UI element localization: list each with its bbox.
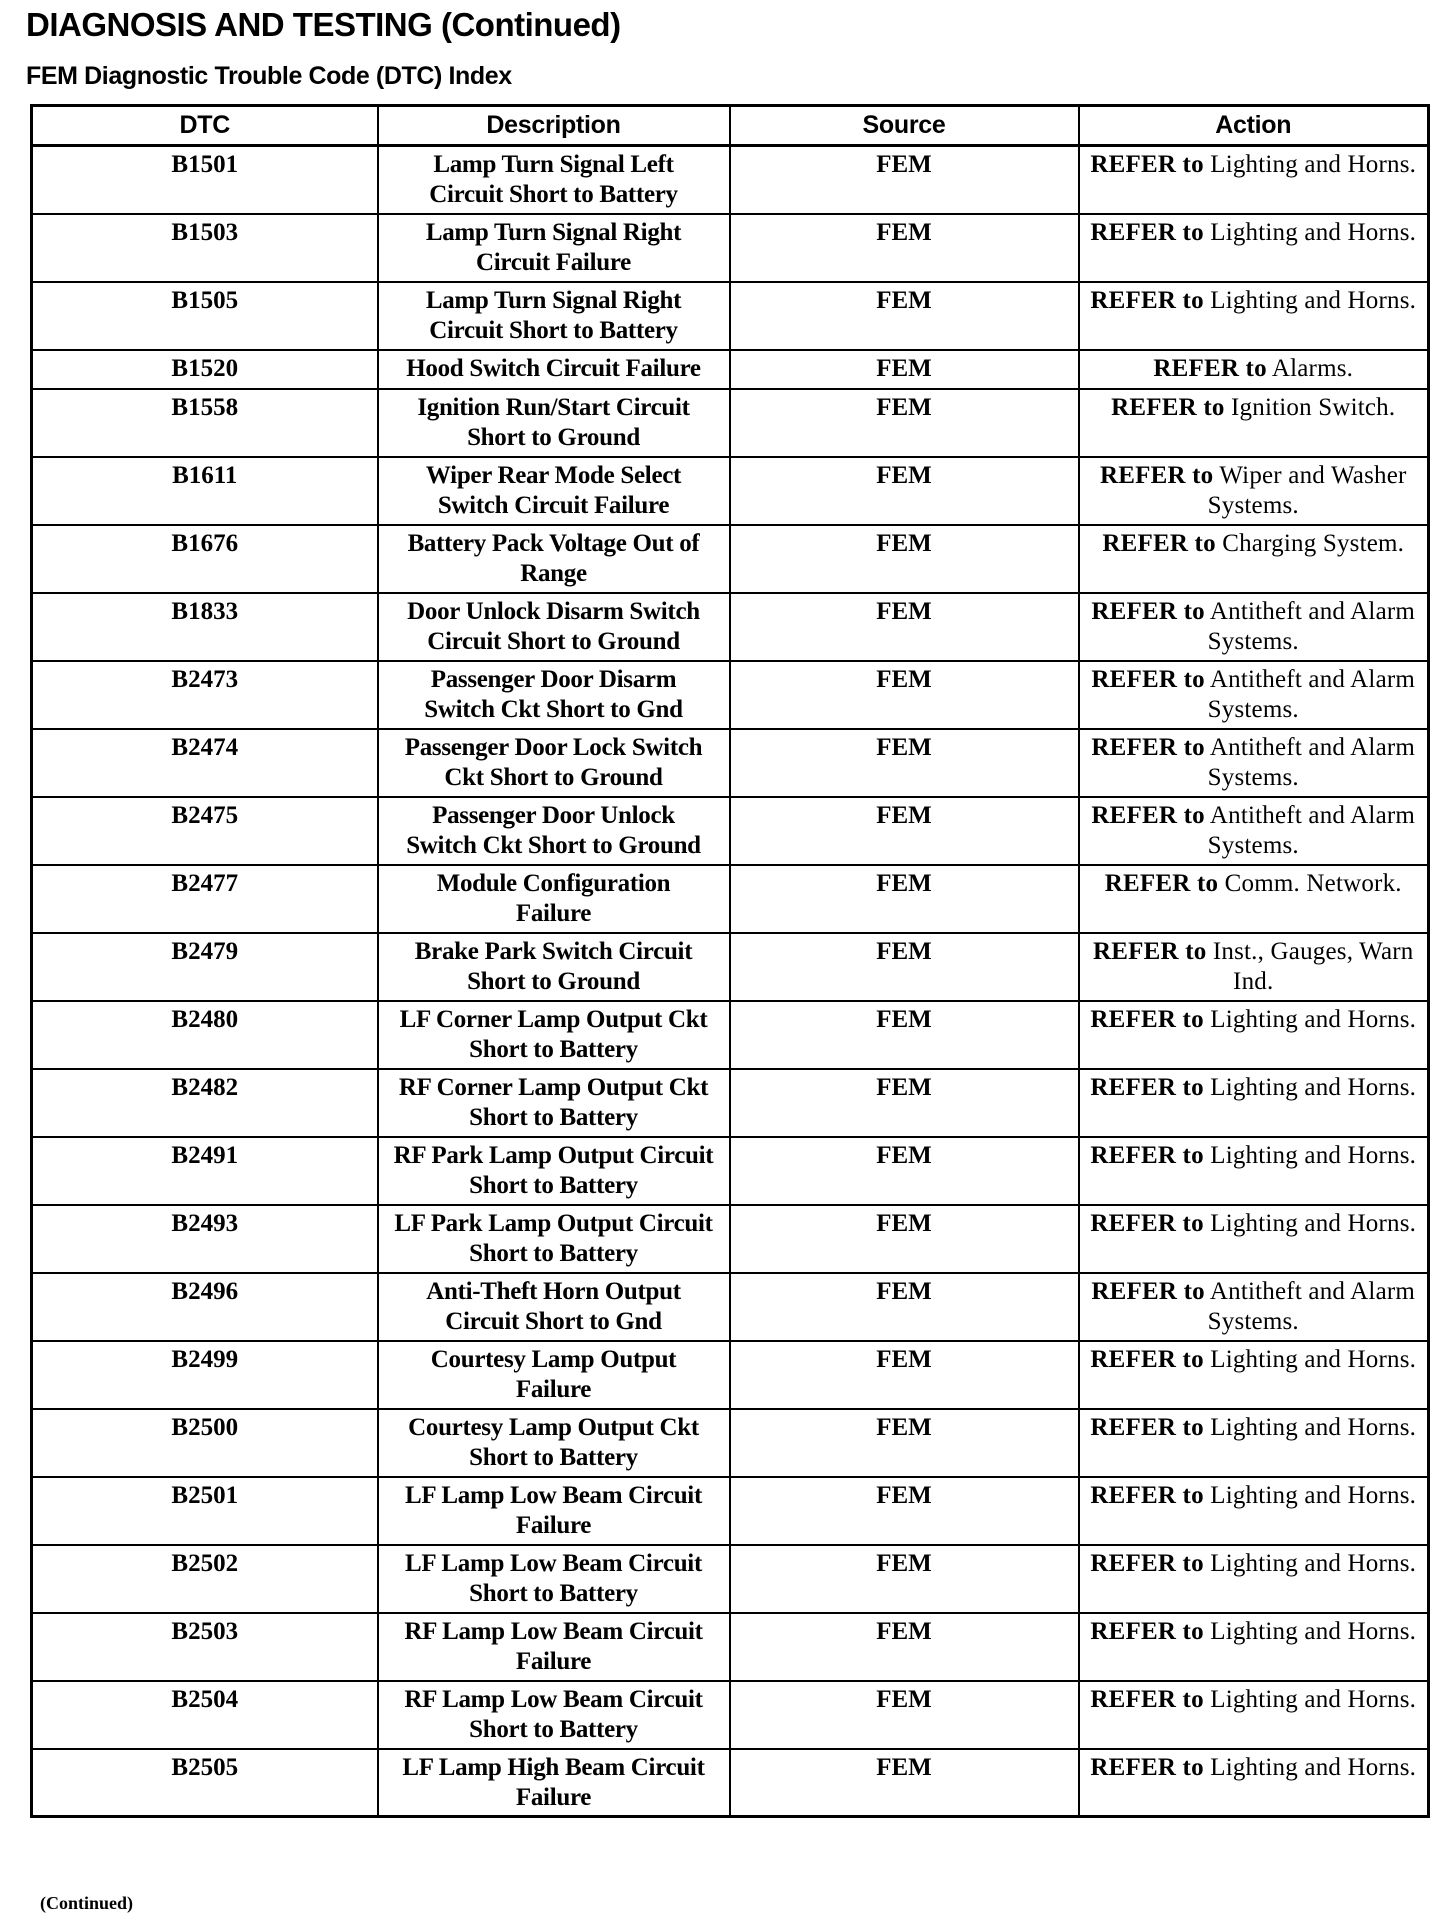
refer-label: REFER to <box>1090 1617 1204 1645</box>
description-cell <box>378 1137 730 1205</box>
table-header-row <box>32 106 1429 146</box>
description-line: Hood Switch Circuit Failure <box>406 354 701 382</box>
table-row <box>32 1137 1429 1205</box>
refer-target: Antitheft and Alarm Systems. <box>1207 665 1416 723</box>
description-cell <box>378 729 730 797</box>
table-row <box>32 1205 1429 1273</box>
description-line: Brake Park Switch Circuit <box>414 937 693 965</box>
column-header-description: Description <box>378 106 730 146</box>
refer-target: Lighting and Horns. <box>1210 1413 1417 1441</box>
refer-label: REFER to <box>1090 1549 1204 1577</box>
source-cell: FEM <box>730 1137 1079 1205</box>
description-line: Circuit Short to Battery <box>429 181 678 208</box>
refer-target: Inst., Gauges, Warn Ind. <box>1212 937 1414 995</box>
refer-target: Antitheft and Alarm Systems. <box>1207 597 1416 655</box>
action-cell <box>1079 146 1429 214</box>
description-line: LF Lamp Low Beam Circuit <box>405 1481 702 1509</box>
description-line: LF Park Lamp Output Circuit <box>394 1209 713 1237</box>
description-line: Circuit Short to Gnd <box>445 1307 662 1335</box>
dtc-code: B2499 <box>32 1341 378 1409</box>
refer-target: Lighting and Horns. <box>1210 1141 1417 1169</box>
description-line: Switch Circuit Failure <box>437 491 670 519</box>
action-cell <box>1079 1409 1429 1477</box>
description-line: Short to Battery <box>469 1443 638 1471</box>
description-cell <box>378 525 730 593</box>
description-cell <box>378 350 730 389</box>
dtc-code: B1520 <box>32 350 378 389</box>
description-line: Anti-Theft Horn Output <box>426 1277 681 1305</box>
description-cell <box>378 214 730 282</box>
table-row <box>32 457 1429 525</box>
table-row <box>32 661 1429 729</box>
refer-target: Lighting and Horns. <box>1210 286 1417 314</box>
refer-target: Charging System. <box>1222 529 1405 557</box>
description-cell <box>378 1749 730 1817</box>
source-cell: FEM <box>730 1477 1079 1545</box>
column-header-action: Action <box>1079 106 1429 146</box>
source-cell: FEM <box>730 1001 1079 1069</box>
description-line: Short to Battery <box>469 1035 638 1063</box>
source-cell: FEM <box>730 525 1079 593</box>
table-row <box>32 1613 1429 1681</box>
dtc-code: B2501 <box>32 1477 378 1545</box>
action-cell <box>1079 1069 1429 1137</box>
page-heading: DIAGNOSIS AND TESTING (Continued) <box>26 6 621 43</box>
table-row <box>32 1545 1429 1613</box>
description-cell <box>378 1341 730 1409</box>
table-row <box>32 525 1429 593</box>
action-cell <box>1079 1205 1429 1273</box>
table-row <box>32 593 1429 661</box>
description-line: Short to Ground <box>467 967 640 995</box>
source-cell: FEM <box>730 282 1079 350</box>
description-line: Passenger Door Lock Switch <box>404 733 703 761</box>
action-cell <box>1079 525 1429 593</box>
refer-target: Antitheft and Alarm Systems. <box>1207 733 1416 791</box>
refer-target: Lighting and Horns. <box>1210 1345 1417 1373</box>
description-line: Passenger Door Disarm <box>430 665 677 693</box>
source-cell: FEM <box>730 1205 1079 1273</box>
dtc-code: B2502 <box>32 1545 378 1613</box>
action-cell <box>1079 865 1429 933</box>
source-cell: FEM <box>730 593 1079 661</box>
table-row <box>32 797 1429 865</box>
description-cell <box>378 389 730 457</box>
table-row <box>32 282 1429 350</box>
refer-label: REFER to <box>1091 733 1205 761</box>
description-line: Passenger Door Unlock <box>432 801 675 829</box>
source-cell: FEM <box>730 214 1079 282</box>
source-cell: FEM <box>730 729 1079 797</box>
source-cell: FEM <box>730 457 1079 525</box>
description-line: Circuit Failure <box>476 248 631 276</box>
action-cell <box>1079 1613 1429 1681</box>
refer-target: Wiper and Washer Systems. <box>1207 461 1407 519</box>
action-cell <box>1079 797 1429 865</box>
description-line: LF Lamp Low Beam Circuit <box>405 1549 702 1577</box>
table-row <box>32 1341 1429 1409</box>
source-cell: FEM <box>730 865 1079 933</box>
refer-label: REFER to <box>1093 937 1207 965</box>
table-row <box>32 729 1429 797</box>
action-cell <box>1079 1341 1429 1409</box>
refer-target: Lighting and Horns. <box>1210 1753 1417 1781</box>
source-cell: FEM <box>730 389 1079 457</box>
refer-target: Antitheft and Alarm Systems. <box>1207 1277 1416 1335</box>
refer-label: REFER to <box>1091 1277 1205 1305</box>
refer-label: REFER to <box>1104 869 1219 897</box>
table-title: FEM Diagnostic Trouble Code (DTC) Index <box>26 62 512 90</box>
description-cell <box>378 933 730 1001</box>
source-cell: FEM <box>730 1545 1079 1613</box>
dtc-code: B2482 <box>32 1069 378 1137</box>
description-cell <box>378 661 730 729</box>
description-line: Courtesy Lamp Output Ckt <box>408 1413 699 1441</box>
column-header-source: Source <box>730 106 1079 146</box>
dtc-code: B1501 <box>32 146 378 214</box>
refer-label: REFER to <box>1090 218 1204 246</box>
description-line: Failure <box>515 1647 592 1675</box>
table-row <box>32 1681 1429 1749</box>
description-cell <box>378 1681 730 1749</box>
dtc-code: B2505 <box>32 1749 378 1817</box>
dtc-code: B1505 <box>32 282 378 350</box>
refer-label: REFER to <box>1153 354 1267 382</box>
description-line: Short to Battery <box>469 1239 638 1267</box>
description-cell <box>378 593 730 661</box>
table-row <box>32 933 1429 1001</box>
refer-label: REFER to <box>1091 801 1205 829</box>
description-line: Short to Ground <box>467 423 640 451</box>
dtc-code: B2480 <box>32 1001 378 1069</box>
dtc-code: B1833 <box>32 593 378 661</box>
dtc-code: B2491 <box>32 1137 378 1205</box>
refer-label: REFER to <box>1090 1141 1204 1169</box>
refer-label: REFER to <box>1090 1685 1204 1713</box>
description-line: RF Park Lamp Output Circuit <box>393 1141 714 1169</box>
table-row <box>32 214 1429 282</box>
refer-label: REFER to <box>1090 1073 1204 1101</box>
action-cell <box>1079 1477 1429 1545</box>
description-line: Short to Battery <box>469 1715 638 1743</box>
dtc-code: B1558 <box>32 389 378 457</box>
description-cell <box>378 282 730 350</box>
description-cell <box>378 1069 730 1137</box>
refer-target: Ignition Switch. <box>1231 393 1396 421</box>
table-row <box>32 1749 1429 1817</box>
description-line: Failure <box>515 899 592 927</box>
dtc-code: B1503 <box>32 214 378 282</box>
source-cell: FEM <box>730 661 1079 729</box>
description-line: Circuit Short to Ground <box>427 627 680 655</box>
refer-target: Lighting and Horns. <box>1210 1549 1417 1577</box>
description-line: Battery Pack Voltage Out of <box>407 529 700 557</box>
refer-label: REFER to <box>1090 286 1204 314</box>
refer-target: Lighting and Horns. <box>1210 1685 1417 1713</box>
description-line: Failure <box>515 1783 592 1811</box>
refer-label: REFER to <box>1091 665 1205 693</box>
table-row <box>32 1273 1429 1341</box>
action-cell <box>1079 1749 1429 1817</box>
action-cell <box>1079 661 1429 729</box>
description-line: RF Corner Lamp Output Ckt <box>398 1073 709 1101</box>
source-cell: FEM <box>730 797 1079 865</box>
action-cell <box>1079 214 1429 282</box>
dtc-code: B2477 <box>32 865 378 933</box>
description-cell <box>378 865 730 933</box>
source-cell: FEM <box>730 1613 1079 1681</box>
action-cell <box>1079 457 1429 525</box>
description-cell <box>378 1273 730 1341</box>
refer-label: REFER to <box>1099 461 1214 489</box>
description-cell <box>378 1001 730 1069</box>
description-line: Lamp Turn Signal Right <box>425 286 682 314</box>
refer-label: REFER to <box>1090 1481 1204 1509</box>
description-line: RF Lamp Low Beam Circuit <box>404 1685 703 1713</box>
description-line: Wiper Rear Mode Select <box>425 461 682 489</box>
source-cell: FEM <box>730 933 1079 1001</box>
description-cell <box>378 1477 730 1545</box>
refer-target: Lighting and Horns. <box>1210 151 1417 178</box>
table-row <box>32 1477 1429 1545</box>
table-row <box>32 1001 1429 1069</box>
action-cell <box>1079 1273 1429 1341</box>
dtc-code: B2474 <box>32 729 378 797</box>
refer-label: REFER to <box>1102 529 1216 557</box>
description-line: Lamp Turn Signal Right <box>425 218 682 246</box>
description-cell <box>378 1613 730 1681</box>
table-row <box>32 865 1429 933</box>
refer-target: Lighting and Horns. <box>1210 218 1417 246</box>
dtc-code: B2475 <box>32 797 378 865</box>
dtc-code: B2503 <box>32 1613 378 1681</box>
action-cell <box>1079 350 1429 389</box>
refer-target: Lighting and Horns. <box>1210 1617 1417 1645</box>
table-row <box>32 389 1429 457</box>
description-cell <box>378 146 730 214</box>
source-cell: FEM <box>730 1409 1079 1477</box>
action-cell <box>1079 1137 1429 1205</box>
action-cell <box>1079 1001 1429 1069</box>
description-line: Circuit Short to Battery <box>429 316 678 344</box>
description-line: RF Lamp Low Beam Circuit <box>404 1617 703 1645</box>
description-line: Short to Battery <box>469 1579 638 1607</box>
description-line: Ignition Run/Start Circuit <box>417 393 690 421</box>
action-cell <box>1079 1545 1429 1613</box>
description-line: Short to Battery <box>469 1171 638 1199</box>
dtc-code: B1676 <box>32 525 378 593</box>
refer-target: Lighting and Horns. <box>1210 1209 1417 1237</box>
dtc-code: B2504 <box>32 1681 378 1749</box>
refer-label: REFER to <box>1091 597 1205 625</box>
table-row <box>32 350 1429 389</box>
refer-label: REFER to <box>1090 1005 1204 1033</box>
source-cell: FEM <box>730 1681 1079 1749</box>
description-line: LF Lamp High Beam Circuit <box>402 1753 705 1781</box>
source-cell: FEM <box>730 1069 1079 1137</box>
dtc-code: B2473 <box>32 661 378 729</box>
refer-label: REFER to <box>1090 1413 1204 1441</box>
continued-note: (Continued) <box>40 1893 134 1913</box>
action-cell <box>1079 1681 1429 1749</box>
description-line: Ckt Short to Ground <box>444 763 663 791</box>
description-line: Failure <box>515 1511 592 1539</box>
description-line: Module Configuration <box>436 869 671 897</box>
refer-target: Lighting and Horns. <box>1210 1005 1417 1033</box>
description-line: Short to Battery <box>469 1103 638 1131</box>
description-line: Door Unlock Disarm Switch <box>407 597 700 625</box>
refer-target: Lighting and Horns. <box>1210 1073 1417 1101</box>
dtc-code: B1611 <box>32 457 378 525</box>
description-line: Switch Ckt Short to Gnd <box>424 695 683 723</box>
dtc-code: B2500 <box>32 1409 378 1477</box>
source-cell: FEM <box>730 350 1079 389</box>
source-cell: FEM <box>730 1341 1079 1409</box>
refer-label: REFER to <box>1090 1345 1204 1373</box>
description-line: LF Corner Lamp Output Ckt <box>399 1005 708 1033</box>
refer-label: REFER to <box>1111 393 1225 421</box>
description-line: Lamp Turn Signal Left <box>433 151 674 178</box>
description-line: Failure <box>515 1375 592 1403</box>
source-cell: FEM <box>730 1273 1079 1341</box>
refer-target: Comm. Network. <box>1224 869 1402 897</box>
refer-target: Antitheft and Alarm Systems. <box>1207 801 1416 859</box>
table-body <box>32 146 1429 1817</box>
dtc-code: B2496 <box>32 1273 378 1341</box>
description-cell <box>378 457 730 525</box>
column-header-dtc: DTC <box>32 106 378 146</box>
dtc-index-table <box>30 104 1430 1818</box>
description-cell <box>378 1205 730 1273</box>
refer-target: Alarms. <box>1271 354 1354 382</box>
dtc-code: B2479 <box>32 933 378 1001</box>
action-cell <box>1079 729 1429 797</box>
source-cell: FEM <box>730 1749 1079 1817</box>
description-cell <box>378 1409 730 1477</box>
description-cell <box>378 797 730 865</box>
source-cell: FEM <box>730 146 1079 214</box>
action-cell <box>1079 593 1429 661</box>
table-row <box>32 146 1429 214</box>
refer-label: REFER to <box>1090 151 1204 178</box>
description-line: Courtesy Lamp Output <box>430 1345 677 1373</box>
action-cell <box>1079 389 1429 457</box>
table-row <box>32 1069 1429 1137</box>
description-line: Switch Ckt Short to Ground <box>406 831 701 859</box>
dtc-code: B2493 <box>32 1205 378 1273</box>
table-row <box>32 1409 1429 1477</box>
description-line: Range <box>520 559 587 587</box>
action-cell <box>1079 933 1429 1001</box>
description-cell <box>378 1545 730 1613</box>
refer-label: REFER to <box>1090 1209 1204 1237</box>
refer-label: REFER to <box>1090 1753 1204 1781</box>
action-cell <box>1079 282 1429 350</box>
refer-target: Lighting and Horns. <box>1210 1481 1417 1509</box>
